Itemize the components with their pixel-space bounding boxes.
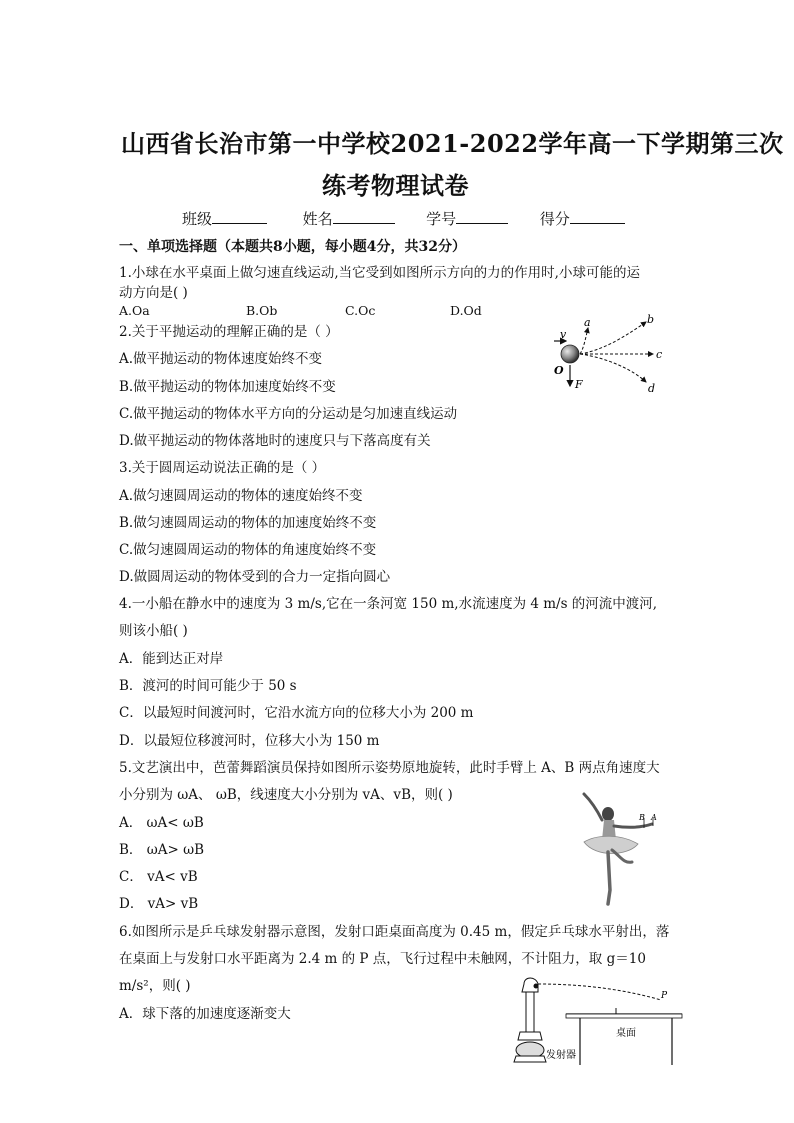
q5-option-b[interactable]: B． ωA> ωB	[119, 842, 205, 858]
q6-stem-line3: m/s²，则( )	[119, 978, 191, 994]
q6-fig-label-table: 桌面	[616, 1028, 636, 1039]
id-field[interactable]	[456, 209, 508, 224]
q3-stem: 3.关于圆周运动说法正确的是（ ）	[119, 460, 326, 476]
q1-fig-label-a: a	[584, 316, 591, 329]
q2-option-b[interactable]: B.做平抛运动的物体加速度始终不变	[119, 379, 336, 395]
q6-stem-line2: 在桌面上与发射口水平距离为 2.4 m 的 P 点，飞行过程中未触网，不计阻力，取 g＝10	[119, 951, 646, 967]
q3-option-b[interactable]: B.做匀速圆周运动的物体的加速度始终不变	[119, 515, 377, 531]
q4-stem-line1: 4.一小船在静水中的速度为 3 m/s,它在一条河宽 150 m,水流速度为 4 m/s 的河流中渡河,	[119, 596, 658, 612]
score-label: 得分	[539, 210, 570, 228]
q6-fig-label-launcher: 发射器	[546, 1050, 576, 1061]
q1-force-diagram	[548, 310, 678, 400]
q6-launcher-diagram	[506, 970, 684, 1065]
name-field[interactable]	[333, 209, 395, 224]
score-field[interactable]	[570, 209, 625, 224]
q1-fig-label-f: F	[575, 378, 583, 391]
page-title: 山西省长治市第一中学校2021-2022学年高一下学期第三次	[121, 129, 784, 158]
q3-option-d[interactable]: D.做圆周运动的物体受到的合力一定指向圆心	[119, 569, 391, 585]
q4-option-a[interactable]: A．能到达正对岸	[119, 651, 224, 667]
id-label: 学号	[426, 210, 457, 228]
page-subtitle: 练考物理试卷	[322, 171, 469, 200]
q6-stem-line1: 6.如图所示是乒乓球发射器示意图，发射口距桌面高度为 0.45 m，假定乒乓球水平射出，落	[119, 924, 670, 940]
ballerina-figure	[572, 790, 672, 908]
q3-option-c[interactable]: C.做匀速圆周运动的物体的角速度始终不变	[119, 542, 377, 558]
q1-option-c[interactable]: C.Oc	[345, 303, 376, 318]
q3-option-a[interactable]: A.做匀速圆周运动的物体的速度始终不变	[119, 488, 363, 504]
q6-fig-label-p: P	[661, 991, 668, 1001]
q2-option-c[interactable]: C.做平抛运动的物体水平方向的分运动是匀加速直线运动	[119, 406, 458, 422]
q1-option-b[interactable]: B.Ob	[246, 303, 278, 318]
q4-option-b[interactable]: B．渡河的时间可能少于 50 s	[119, 678, 297, 694]
student-info-row	[182, 208, 625, 229]
q5-fig-label-a: A	[651, 813, 657, 822]
q4-stem-line2: 则该小船( )	[119, 623, 188, 639]
class-field[interactable]	[212, 209, 267, 224]
q1-stem-line2: 动方向是( )	[119, 285, 188, 301]
q1-fig-label-d: d	[648, 382, 656, 395]
q5-stem-line1: 5.文艺演出中，芭蕾舞蹈演员保持如图所示姿势原地旋转，此时手臂上 A、B 两点角速度大	[119, 760, 660, 776]
q1-fig-label-o: O	[554, 364, 564, 377]
class-label: 班级	[182, 210, 213, 228]
q1-fig-label-b: b	[647, 313, 655, 326]
ball-icon	[561, 345, 579, 363]
q1-stem-line1: 1.小球在水平桌面上做匀速直线运动,当它受到如图所示方向的力的作用时,小球可能的运	[119, 265, 640, 281]
q2-option-d[interactable]: D.做平抛运动的物体落地时的速度只与下落高度有关	[119, 433, 431, 449]
q6-option-a[interactable]: A．球下落的加速度逐渐变大	[119, 1006, 291, 1022]
q1-fig-label-c: c	[656, 348, 663, 361]
q5-stem-line2: 小分别为 ωA、 ωB，线速度大小分别为 vA、vB，则( )	[119, 787, 453, 803]
section-heading: 一、单项选择题（本题共8小题，每小题4分，共32分）	[119, 239, 466, 255]
q1-option-d[interactable]: D.Od	[450, 303, 482, 318]
q1-option-a[interactable]: A.Oa	[119, 303, 150, 318]
q1-fig-label-v: v	[560, 328, 567, 341]
q2-stem: 2.关于平抛运动的理解正确的是（ ）	[119, 324, 339, 340]
q5-option-c[interactable]: C． vA< vB	[119, 869, 198, 885]
name-label: 姓名	[302, 210, 333, 228]
q5-option-d[interactable]: D． vA> vB	[119, 896, 199, 912]
q5-fig-label-b: B	[639, 813, 645, 822]
q2-option-a[interactable]: A.做平抛运动的物体速度始终不变	[119, 351, 323, 367]
q5-option-a[interactable]: A． ωA< ωB	[119, 815, 204, 831]
q4-option-c[interactable]: C．以最短时间渡河时，它沿水流方向的位移大小为 200 m	[119, 705, 474, 721]
q4-option-d[interactable]: D．以最短位移渡河时，位移大小为 150 m	[119, 733, 380, 749]
